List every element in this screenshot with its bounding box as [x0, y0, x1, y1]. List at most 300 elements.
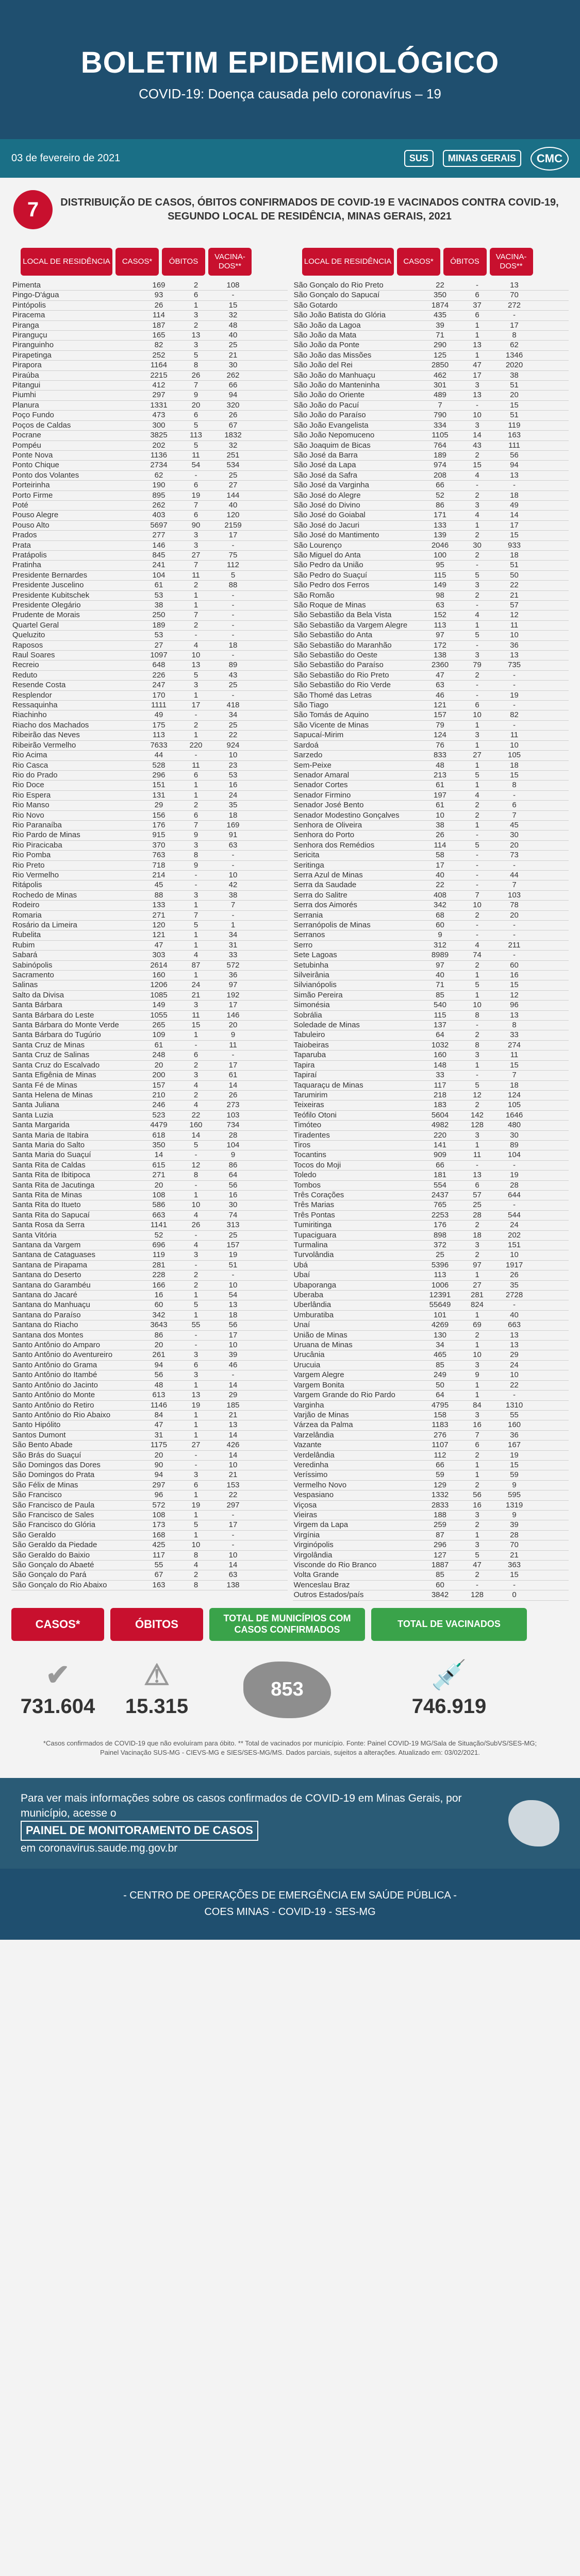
casos-cell: 85 [436, 1360, 444, 1369]
municipality-name: Santo Hipólito [12, 1420, 61, 1430]
obitos-cell: 1 [193, 781, 198, 790]
table-row [11, 481, 288, 490]
table-row [11, 791, 288, 801]
vacinados-cell: 18 [228, 810, 238, 820]
table-row [11, 1231, 288, 1241]
obitos-cell: 7 [193, 611, 198, 620]
municipality-name: São Gonçalo do Rio Abaixo [12, 1580, 107, 1589]
municipality-name: Prudente de Morais [12, 611, 80, 620]
obitos-cell: 2 [475, 810, 479, 820]
obitos-cell: 2 [193, 320, 198, 330]
obitos-cell: 824 [470, 1300, 484, 1310]
obitos-cell: 5 [475, 840, 479, 850]
vacinados-cell: 24 [510, 1221, 519, 1230]
municipality-name: São Gonçalo do Rio Preto [293, 281, 384, 290]
municipality-name: São Sebastião da Vargem Alegre [293, 620, 408, 630]
municipality-name: Reduto [12, 670, 38, 680]
table-row [11, 681, 288, 690]
obitos-cell: 1 [475, 740, 479, 750]
obitos-cell: 128 [470, 1590, 484, 1600]
casos-cell: 5604 [431, 1110, 449, 1120]
info-panel [0, 1778, 580, 1869]
table-row [11, 531, 288, 540]
vacinados-cell: 6 [512, 801, 517, 810]
vacinados-cell: 25 [228, 341, 238, 350]
table-row [293, 1350, 569, 1360]
municipality-name: São Bento Abade [12, 1440, 73, 1450]
municipality-name: Rio Doce [12, 781, 44, 790]
casos-cell: 5697 [150, 520, 168, 530]
vacinados-cell: 9 [230, 1030, 236, 1040]
casos-cell: 974 [433, 461, 447, 470]
obitos-cell: 9 [193, 831, 198, 840]
obitos-cell: 15 [191, 1021, 201, 1030]
obitos-cell: 1 [193, 1291, 198, 1300]
table-row [11, 1540, 288, 1550]
vacinados-cell: 50 [510, 570, 519, 580]
table-row [293, 1181, 569, 1191]
obitos-cell: 5 [475, 1080, 479, 1090]
casos-cell: 915 [152, 831, 165, 840]
casos-cell: 618 [152, 1130, 165, 1140]
table-row [293, 601, 569, 611]
municipality-name: Três Corações [293, 1190, 344, 1199]
casos-cell: 94 [154, 1470, 163, 1480]
casos-cell: 68 [436, 910, 444, 920]
vacinados-cell: 13 [510, 1330, 519, 1340]
table-row [293, 1551, 569, 1561]
obitos-cell: 6 [193, 511, 198, 520]
municipality-name: São Sebastião do Paraíso [293, 660, 384, 670]
header-local: LOCAL DE RESIDÊNCIA [21, 248, 112, 276]
casos-cell: 151 [152, 781, 165, 790]
table-row [11, 951, 288, 960]
obitos-cell: 4 [193, 1210, 198, 1219]
obitos-cell: - [476, 1021, 478, 1030]
table-row [293, 951, 569, 960]
casos-cell: 95 [436, 561, 444, 570]
obitos-cell: - [476, 860, 478, 870]
municipality-name: Vespasiano [293, 1490, 334, 1500]
casos-cell: 372 [433, 1241, 447, 1249]
obitos-cell: - [476, 281, 478, 290]
table-row [293, 1291, 569, 1300]
casos-cell: 297 [152, 1480, 165, 1489]
vacinados-cell: 119 [508, 420, 521, 430]
vacinados-cell: - [513, 1160, 516, 1170]
municipality-name: Santana do Manhuaçu [12, 1300, 90, 1310]
table-row [11, 591, 288, 601]
obitos-cell: 6 [475, 1180, 479, 1190]
header-local: LOCAL DE RESIDÊNCIA [302, 248, 394, 276]
casos-cell: 59 [436, 1470, 444, 1480]
table-row [293, 1361, 569, 1370]
vacinados-cell: 18 [228, 1310, 238, 1319]
casos-cell: 90 [154, 1460, 163, 1469]
municipality-name: Santa Maria de Itabira [12, 1130, 89, 1140]
municipality-name: Recreio [12, 660, 39, 670]
vacinados-cell: - [513, 670, 516, 680]
municipality-name: Tapiraí [293, 1071, 317, 1080]
obitos-cell: 27 [191, 1440, 201, 1450]
obitos-cell: 9 [475, 1370, 479, 1380]
casos-cell: 250 [152, 611, 165, 620]
vacinados-cell: 13 [510, 651, 519, 660]
table-row [293, 561, 569, 570]
table-row [11, 1481, 288, 1490]
checkmark-icon: ✔ [45, 1658, 70, 1691]
casos-cell: 27 [154, 640, 163, 650]
obitos-cell: 1 [475, 781, 479, 790]
municipality-name: Simão Pereira [293, 990, 343, 999]
casos-cell: 86 [154, 1330, 163, 1340]
vacinados-cell: 51 [228, 1260, 238, 1269]
table-row [11, 701, 288, 710]
casos-cell: 764 [433, 440, 447, 450]
vacinados-cell: 202 [507, 1230, 521, 1240]
obitos-cell: 7 [193, 381, 198, 390]
obitos-cell: 22 [191, 1110, 201, 1120]
table-row [293, 511, 569, 520]
obitos-cell: 1 [475, 760, 479, 770]
table-row [293, 1250, 569, 1260]
casos-cell: 63 [436, 681, 444, 690]
table-row [11, 491, 288, 501]
table-row [293, 431, 569, 440]
casos-cell: 3842 [431, 1590, 449, 1600]
municipality-name: São Geraldo da Piedade [12, 1540, 97, 1550]
page-title: BOLETIM EPIDEMIOLÓGICO [80, 46, 500, 79]
casos-cell: 4982 [431, 1121, 449, 1130]
table-row [293, 1171, 569, 1180]
casos-cell: 312 [433, 940, 447, 950]
casos-cell: 252 [152, 350, 165, 360]
municipality-name: Volta Grande [293, 1570, 339, 1580]
obitos-cell: 47 [473, 1561, 482, 1569]
vacinados-cell: - [231, 690, 235, 700]
municipality-name: Senhora dos Remédios [293, 840, 375, 850]
casos-cell: 114 [434, 840, 446, 850]
obitos-cell: 3 [475, 381, 479, 390]
casos-cell: 303 [152, 951, 165, 960]
casos-cell: 46 [436, 690, 444, 700]
vacinados-cell: 27 [228, 481, 238, 490]
casos-cell: 412 [152, 381, 165, 390]
vacinados-cell: 62 [510, 341, 519, 350]
municipality-name: São Domingos das Dores [12, 1460, 101, 1469]
obitos-cell: 1 [475, 350, 479, 360]
vacinados-cell: 45 [510, 820, 519, 829]
table-row [293, 621, 569, 631]
municipality-name: Porteirinha [12, 481, 50, 490]
table-row [293, 1561, 569, 1570]
vacinados-cell: 70 [510, 291, 519, 300]
vacinados-cell: - [231, 590, 235, 600]
obitos-cell: 5 [193, 921, 198, 929]
vacinados-cell: 12 [510, 611, 519, 620]
table-row [11, 401, 288, 411]
municipality-name: Piraúba [12, 370, 39, 380]
casos-cell: 16 [154, 1291, 163, 1300]
municipality-name: Santa Rosa da Serra [12, 1221, 85, 1230]
municipality-name: Ribeirão das Neves [12, 731, 80, 740]
table-row [11, 871, 288, 880]
vacinados-cell: 20 [510, 391, 519, 400]
obitos-cell: - [194, 870, 197, 879]
obitos-cell: 6 [475, 291, 479, 300]
table-row [293, 991, 569, 1001]
municipality-name: Rio Casca [12, 760, 48, 770]
vacinados-cell: 18 [510, 490, 519, 500]
casos-cell: 101 [433, 1310, 447, 1319]
casos-cell: 2850 [431, 361, 449, 370]
municipality-name: Santo Antônio do Aventureiro [12, 1350, 113, 1360]
logos [404, 147, 569, 171]
casos-cell: 20 [154, 1180, 163, 1190]
obitos-cell: 11 [192, 450, 200, 460]
casos-cell: 56 [154, 1370, 163, 1380]
municipality-name: São João do Pacuí [293, 400, 359, 410]
municipality-name: Santa Cruz de Salinas [12, 1050, 90, 1060]
vacinados-cell: 51 [510, 561, 519, 570]
vacinados-cell: 157 [226, 1241, 240, 1249]
vacinados-cell: 1917 [505, 1260, 523, 1269]
casos-cell: 5396 [431, 1260, 449, 1269]
vacinados-cell: - [231, 601, 235, 609]
table-row [11, 1111, 288, 1121]
vacinados-cell: 211 [508, 940, 521, 950]
table-row [11, 1381, 288, 1391]
vacinados-cell: 572 [226, 960, 240, 970]
vacinados-cell: 17 [228, 1330, 238, 1340]
municipality-name: Santa Maria do Salto [12, 1140, 85, 1149]
casos-cell: 47 [154, 940, 163, 950]
casos-cell: 139 [433, 531, 447, 540]
casos-cell: 301 [433, 381, 447, 390]
vacinados-cell: 8 [512, 1021, 517, 1030]
table-row [11, 651, 288, 660]
municipality-name: Santa Margarida [12, 1121, 70, 1130]
casos-cell: 183 [433, 1100, 447, 1110]
casos-cell: 137 [433, 1021, 447, 1030]
casos-cell: 158 [433, 1410, 447, 1419]
casos-cell: 296 [433, 1540, 447, 1550]
municipality-name: Rio Pardo de Minas [12, 831, 80, 840]
obitos-cell: 5 [475, 1550, 479, 1560]
table-row [11, 581, 288, 590]
casos-cell: 297 [152, 391, 165, 400]
vacinados-cell: - [513, 860, 516, 870]
municipality-name: Santo Antônio do Amparo [12, 1341, 101, 1350]
vacinados-cell: 17 [510, 520, 519, 530]
casos-cell: 226 [152, 670, 165, 680]
vacinados-cell: 67 [228, 420, 238, 430]
vacinados-cell: 363 [507, 1561, 521, 1569]
obitos-cell: 15 [473, 461, 482, 470]
municipality-name: São João do Paraíso [293, 411, 366, 420]
vacinados-cell: - [513, 1580, 516, 1589]
municipality-name: Sardoá [293, 740, 319, 750]
vacinados-cell: 10 [510, 1250, 519, 1260]
obitos-cell: 3 [475, 1050, 479, 1060]
municipality-name: São Thomé das Letras [293, 690, 372, 700]
table-row [293, 1451, 569, 1461]
casos-cell: 473 [152, 411, 165, 420]
vacinados-cell: 73 [510, 851, 519, 860]
municipality-name: Vargem Grande do Rio Pardo [293, 1391, 395, 1400]
vacinados-cell: - [231, 611, 235, 620]
table-row [293, 791, 569, 801]
table-row [293, 1411, 569, 1420]
table-row [11, 1331, 288, 1341]
obitos-cell: 8 [193, 361, 198, 370]
obitos-cell: 1 [475, 990, 479, 999]
casos-cell: 117 [153, 1550, 165, 1560]
casos-cell: 181 [433, 1171, 447, 1180]
table-row [293, 381, 569, 391]
obitos-cell: 2 [475, 1450, 479, 1460]
table-row [293, 1161, 569, 1171]
table-row [293, 1041, 569, 1050]
obitos-cell: 1 [475, 1530, 479, 1539]
casos-cell: 86 [436, 500, 444, 510]
obitos-cell: - [476, 930, 478, 940]
obitos-cell: 79 [473, 660, 482, 670]
obitos-cell: 5 [193, 440, 198, 450]
vacinados-value: 746.919 [411, 1694, 487, 1718]
table-row [293, 660, 569, 670]
table-row [293, 1501, 569, 1511]
vacinados-cell: - [513, 930, 516, 940]
casos-cell: 228 [152, 1270, 165, 1280]
casos-cell: 1141 [150, 1221, 168, 1230]
table-row [11, 1391, 288, 1400]
vacinados-cell: 40 [228, 500, 238, 510]
casos-cell: 115 [434, 570, 446, 580]
table-row [293, 301, 569, 311]
table-row [11, 1431, 288, 1440]
table-row [11, 971, 288, 980]
obitos-cell: 11 [192, 570, 200, 580]
vacinados-cell: 418 [226, 701, 240, 710]
vacinados-cell: 14 [228, 1430, 238, 1439]
casos-cell: 50 [436, 1380, 444, 1389]
municipality-name: Porto Firme [12, 490, 53, 500]
obitos-cell: 7 [475, 1430, 479, 1439]
casos-cell: 163 [152, 1580, 165, 1589]
obitos-cell: 1 [193, 1310, 198, 1319]
municipality-name: Ressaquinha [12, 701, 58, 710]
obitos-cell: 6 [475, 1440, 479, 1450]
vacinados-cell: 29 [228, 1391, 238, 1400]
municipality-name: São Miguel do Anta [293, 550, 361, 560]
panel-link[interactable]: PAINEL DE MONITORAMENTO DE CASOS [21, 1821, 258, 1841]
municipality-name: Sapucaí-Mirim [293, 731, 344, 740]
municipality-name: Virgolândia [293, 1550, 333, 1560]
obitos-cell: 2 [475, 1030, 479, 1040]
casos-cell: 55649 [429, 1300, 451, 1310]
table-row [293, 361, 569, 370]
vacinados-total [371, 1658, 527, 1718]
casos-cell: 1032 [431, 1040, 449, 1049]
casos-cell: 188 [433, 1510, 447, 1519]
municipality-name: São José do Alegre [293, 490, 361, 500]
municipality-name: Sabará [12, 951, 38, 960]
table-row [11, 361, 288, 370]
obitos-cell: 17 [191, 701, 201, 710]
table-row [11, 521, 288, 531]
municipality-name: Outros Estados/país [293, 1590, 364, 1600]
casos-cell: 197 [433, 790, 447, 800]
municipality-name: Tiradentes [293, 1130, 330, 1140]
table-row [11, 1420, 288, 1430]
table-row [11, 1071, 288, 1080]
vacinados-cell: 19 [510, 1171, 519, 1180]
casos-cell: 52 [436, 490, 444, 500]
obitos-cell: 3 [475, 500, 479, 510]
obitos-cell: 2 [193, 1280, 198, 1290]
table-row [293, 1231, 569, 1241]
obitos-cell: - [476, 561, 478, 570]
table-row [11, 921, 288, 930]
table-row [11, 1520, 288, 1530]
casos-cell: 61 [436, 781, 444, 790]
vacinados-cell: - [513, 681, 516, 690]
vacinados-cell: 21 [228, 350, 238, 360]
municipality-name: Rio Paranaíba [12, 820, 62, 829]
table-row [293, 591, 569, 601]
casos-cell: 1055 [150, 1010, 168, 1020]
vacinados-cell: 10 [228, 1460, 238, 1469]
table-row [11, 1221, 288, 1230]
table-row [11, 961, 288, 971]
obitos-cell: 10 [191, 651, 201, 660]
casos-cell: 66 [436, 481, 444, 490]
municipality-name: Uruana de Minas [293, 1341, 353, 1350]
obitos-cell: 21 [191, 990, 201, 999]
table-row [11, 1091, 288, 1100]
vacinados-cell: 13 [510, 470, 519, 480]
table-row [293, 1150, 569, 1160]
vacinados-cell: 1310 [505, 1400, 523, 1410]
table-row [11, 1551, 288, 1561]
obitos-cell: 56 [473, 1490, 482, 1500]
casos-cell: 133 [152, 901, 165, 910]
obitos-cell: 4 [193, 1561, 198, 1569]
obitos-cell: 4 [475, 511, 479, 520]
obitos-cell: 13 [191, 660, 201, 670]
vacinados-cell: 35 [510, 1280, 519, 1290]
casos-cell: 79 [436, 720, 444, 730]
vacinados-cell: 11 [510, 731, 519, 740]
table-row [293, 921, 569, 930]
casos-cell: 696 [152, 1241, 165, 1249]
municipality-name: São Francisco de Paula [12, 1500, 95, 1510]
obitos-cell: 5 [475, 631, 479, 640]
municipality-name: Serro [293, 940, 313, 950]
table-row [11, 631, 288, 640]
table-row [11, 1320, 288, 1330]
table-row [11, 930, 288, 940]
table-row [11, 1570, 288, 1580]
obitos-cell: 160 [189, 1121, 203, 1130]
municipality-name: Tocantins [293, 1150, 326, 1160]
table-row [293, 671, 569, 681]
casos-cell: 149 [152, 1001, 165, 1010]
municipality-name: Santa Vitória [12, 1230, 57, 1240]
obitos-cell: 24 [191, 980, 201, 990]
header-vacinados: VACINA-DOS** [208, 248, 252, 276]
